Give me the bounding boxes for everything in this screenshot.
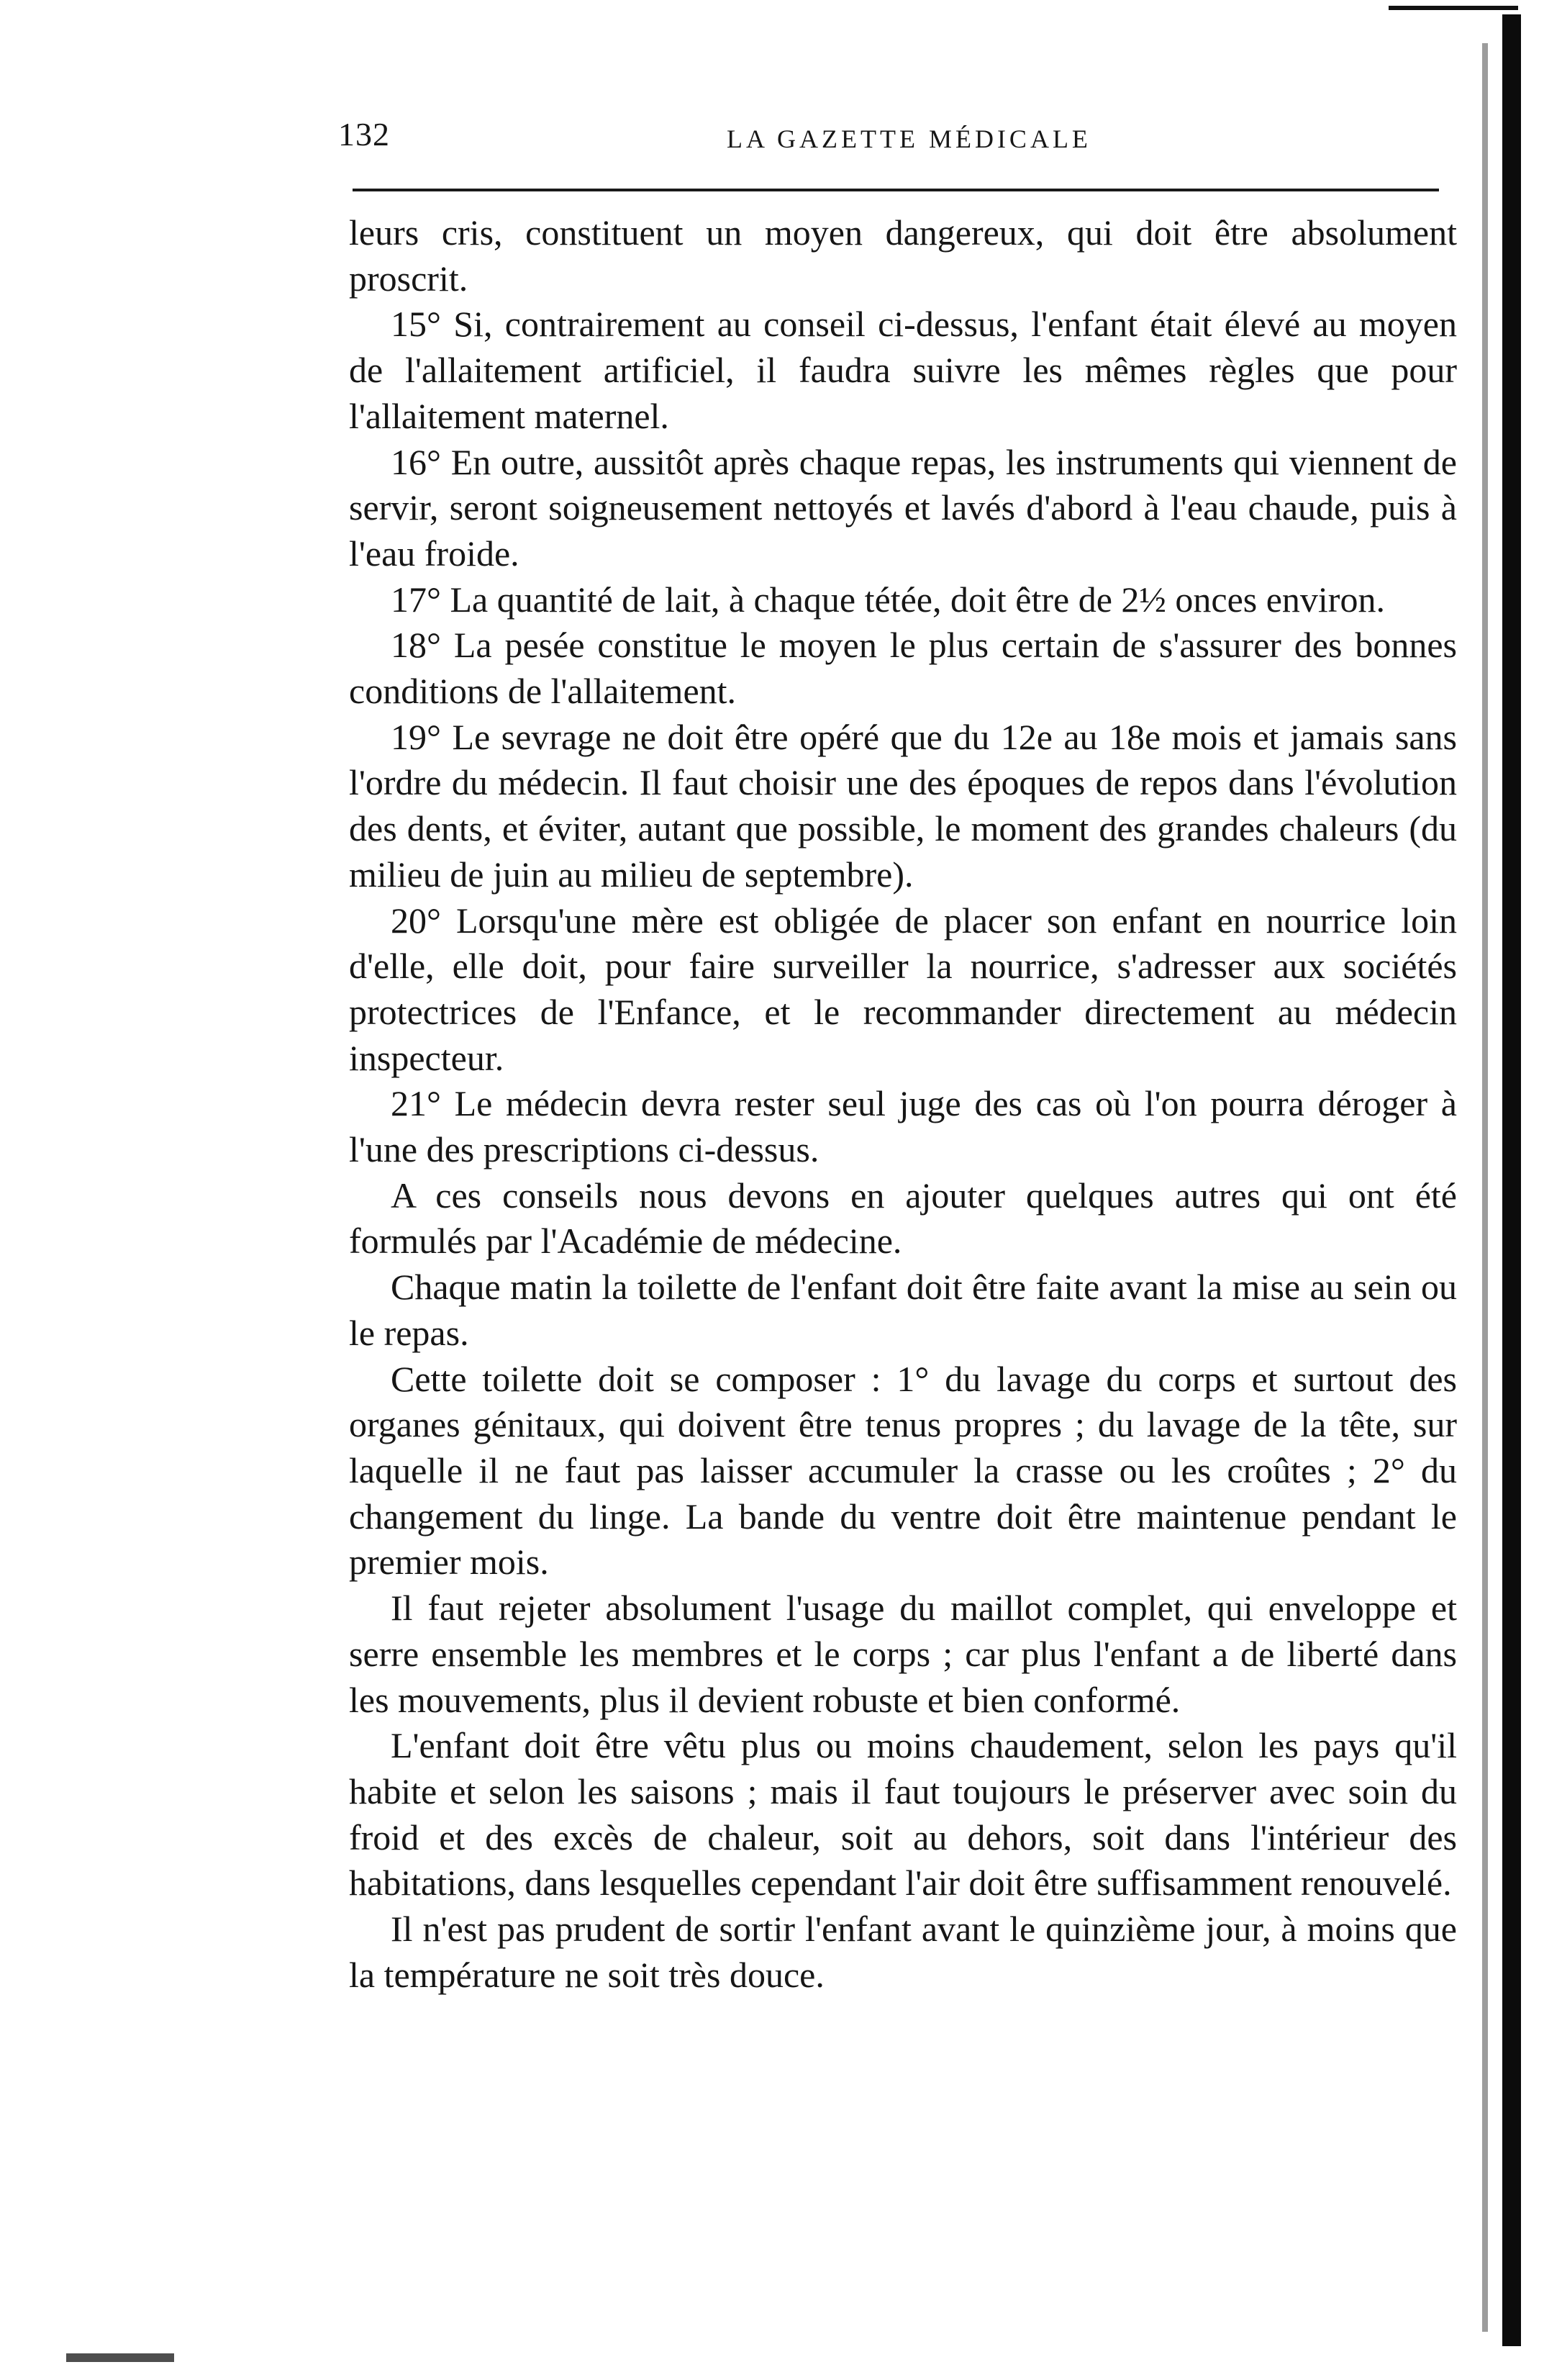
paragraph: A ces conseils nous devons en ajouter quelques autres qui ont été formulés par l'Académie de médecine. bbox=[349, 1175, 1457, 1262]
paragraph: 20° Lorsqu'une mère est obligée de placer son enfant en nourrice loin d'elle, elle doit, pour faire surveiller la nourrice, s'adresser aux sociétés protectrices de l'Enfance, et le recommander directement au médecin inspecteur. bbox=[349, 900, 1457, 1078]
scan-edge-right bbox=[1502, 14, 1521, 2346]
paragraph: Il faut rejeter absolument l'usage du maillot complet, qui enveloppe et serre ensemble les membres et le corps ; car plus l'enfant a de liberté dans les mouvements, plus il devient robuste et bien conformé. bbox=[349, 1588, 1457, 1720]
body-text bbox=[349, 210, 1457, 1998]
scan-artifact-bottom bbox=[66, 2353, 174, 2362]
paragraph: 16° En outre, aussitôt après chaque repas, les instruments qui viennent de servir, seront soigneusement nettoyés et lavés d'abord à l'eau chaude, puis à l'eau froide. bbox=[349, 441, 1457, 574]
page-header bbox=[338, 107, 1446, 171]
header-rule bbox=[353, 189, 1439, 191]
paragraph: 17° La quantité de lait, à chaque tétée, doit être de 2½ onces environ. bbox=[391, 579, 1385, 620]
paragraph: Il n'est pas prudent de sortir l'enfant avant le quinzième jour, à moins que la température ne soit très douce. bbox=[349, 1909, 1457, 1995]
running-head: LA GAZETTE MÉDICALE bbox=[727, 125, 1091, 153]
scan-artifact-top bbox=[1389, 6, 1518, 10]
paragraph: Cette toilette doit se composer : 1° du lavage du corps et surtout des organes génitaux, qui doivent être tenus propres ; du lavage de la tête, sur laquelle il ne faut pas laisser accumuler la crasse ou les croûtes ; 2° du changement du linge. La bande du ventre doit être maintenue pendant le premier mois. bbox=[349, 1358, 1457, 1583]
paragraph: Chaque matin la toilette de l'enfant doit être faite avant la mise au sein ou le repas. bbox=[349, 1267, 1457, 1353]
page-number: 132 bbox=[338, 116, 390, 153]
paragraph: 19° Le sevrage ne doit être opéré que du 12e au 18e mois et jamais sans l'ordre du médecin. Il faut choisir une des époques de repos dans l'évolution des dents, et éviter, autant que possible, le moment des grandes chaleurs (du milieu de juin au milieu de septembre). bbox=[349, 716, 1457, 895]
scan-shadow bbox=[1482, 43, 1488, 2332]
paragraph: 21° Le médecin devra rester seul juge des cas où l'on pourra déroger à l'une des prescriptions ci-dessus. bbox=[349, 1083, 1457, 1170]
paragraph: 15° Si, contrairement au conseil ci-dessus, l'enfant était élevé au moyen de l'allaitement artificiel, il faudra suivre les mêmes règles que pour l'allaitement maternel. bbox=[349, 304, 1457, 436]
paragraph: 18° La pesée constitue le moyen le plus certain de s'assurer des bonnes conditions de l'allaitement. bbox=[349, 625, 1457, 712]
paragraph: L'enfant doit être vêtu plus ou moins chaudement, selon les pays qu'il habite et selon les saisons ; mais il faut toujours le préserver avec soin du froid et des excès de chaleur, soit au dehors, soit dans l'intérieur des habitations, dans lesquelles cependant l'air doit être suffisamment renouvelé. bbox=[349, 1725, 1457, 1904]
paragraph: leurs cris, constituent un moyen dangereux, qui doit être absolument proscrit. bbox=[349, 212, 1457, 299]
